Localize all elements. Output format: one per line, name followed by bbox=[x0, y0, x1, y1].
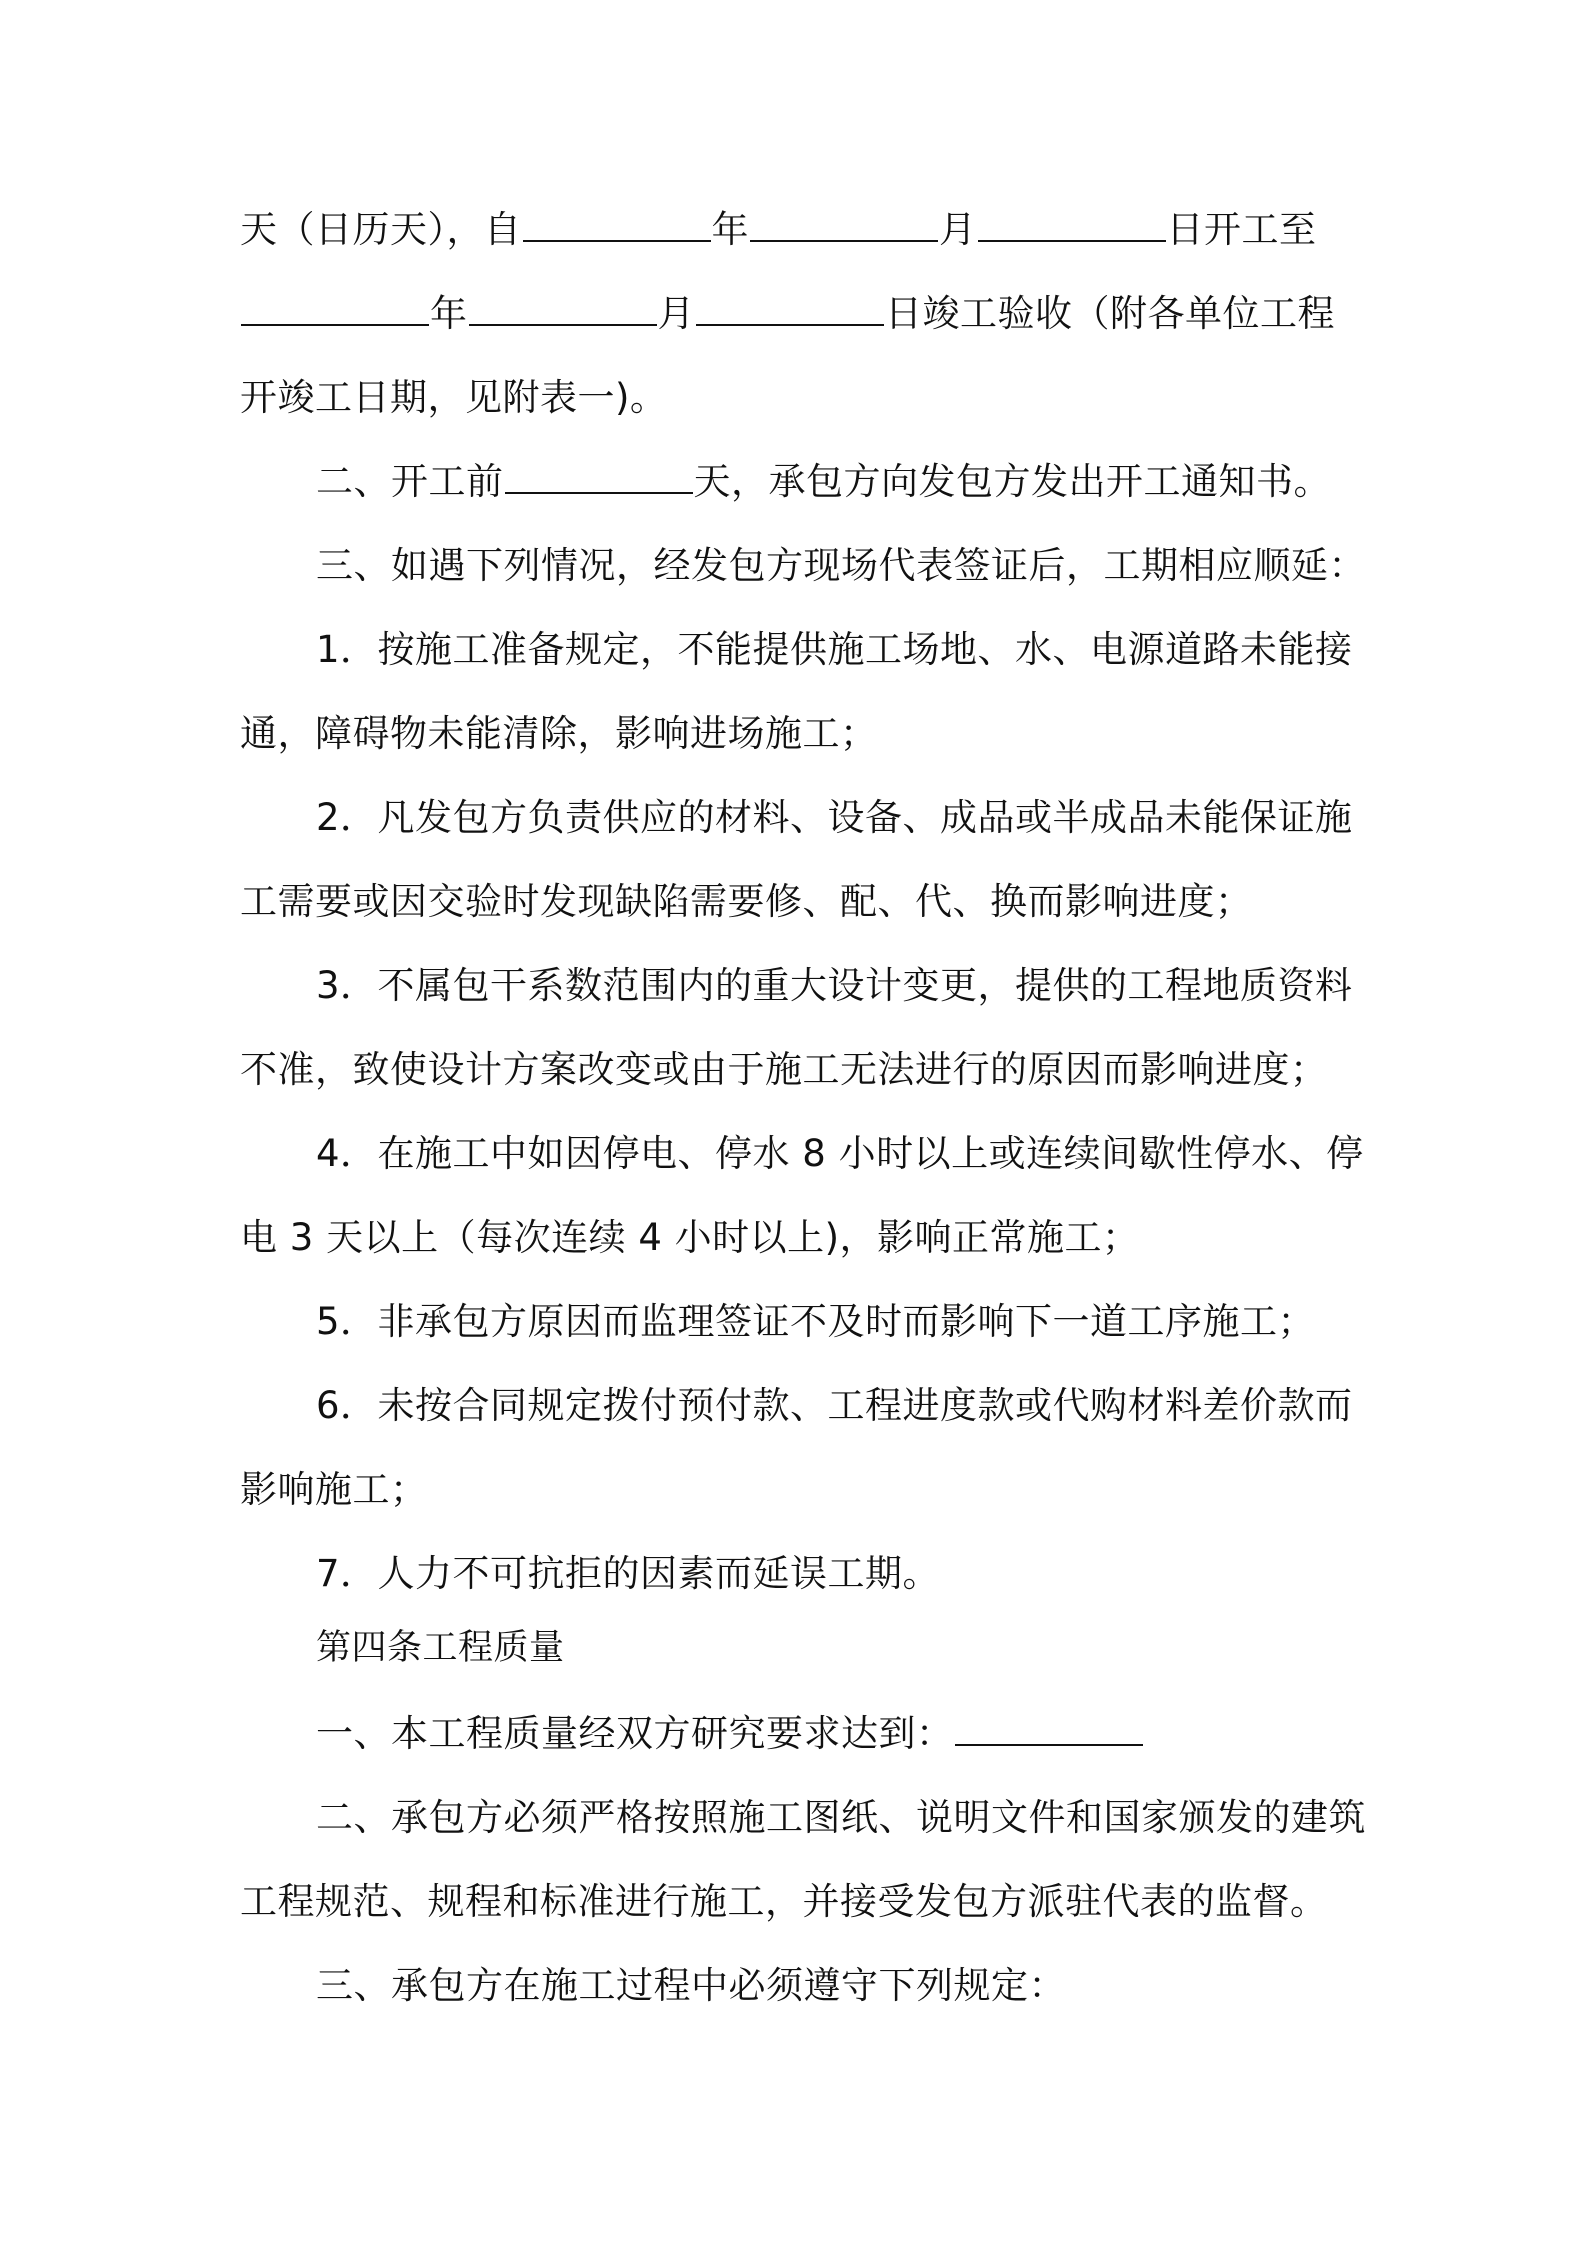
fill-blank bbox=[523, 210, 711, 242]
text-segment: 天，承包方向发包方发出开工通知书。 bbox=[693, 460, 1331, 503]
paragraph-line: 二、承包方必须严格按照施工图纸、说明文件和国家颁发的建筑 bbox=[316, 1796, 1366, 1839]
fill-blank bbox=[750, 210, 938, 242]
paragraph-line bbox=[240, 356, 1360, 440]
text-segment: 二、开工前 bbox=[316, 460, 504, 503]
list-item-line: 6．未按合同规定拨付预付款、工程进度款或代购材料差价款而 bbox=[316, 1384, 1353, 1427]
list-item-line: 7．人力不可抗拒的因素而延误工期。 bbox=[316, 1552, 941, 1595]
fill-blank bbox=[955, 1714, 1143, 1746]
text-segment: 天（日历天），自 bbox=[240, 208, 522, 251]
paragraph-line bbox=[240, 272, 1360, 356]
paragraph-line: 工程规范、规程和标准进行施工，并接受发包方派驻代表的监督。 bbox=[240, 1880, 1328, 1923]
fill-blank bbox=[505, 462, 693, 494]
section-heading: 第四条工程质量 bbox=[316, 1628, 565, 1668]
list-item-line: 4．在施工中如因停电、停水 8 小时以上或连续间歇性停水、停 bbox=[316, 1132, 1364, 1175]
text-segment: 日竣工验收（附各单位工程 bbox=[885, 292, 1335, 335]
list-item-line: 工需要或因交验时发现缺陷需要修、配、代、换而影响进度； bbox=[240, 880, 1253, 923]
list-item-line: 2．凡发包方负责供应的材料、设备、成品或半成品未能保证施 bbox=[316, 796, 1353, 839]
text-segment: 年 bbox=[430, 292, 468, 335]
paragraph-line bbox=[240, 440, 1360, 524]
paragraph-line bbox=[240, 188, 1360, 272]
list-item-line: 电 3 天以上（每次连续 4 小时以上)，影响正常施工； bbox=[240, 1216, 1140, 1259]
list-item-line: 1．按施工准备规定，不能提供施工场地、水、电源道路未能接 bbox=[316, 628, 1353, 671]
fill-blank bbox=[696, 294, 884, 326]
list-item-line: 5．非承包方原因而监理签证不及时而影响下一道工序施工； bbox=[316, 1300, 1316, 1343]
list-item-line: 3．不属包干系数范围内的重大设计变更，提供的工程地质资料 bbox=[316, 964, 1353, 1007]
text-segment: 月 bbox=[939, 208, 977, 251]
list-item-line: 通，障碍物未能清除，影响进场施工； bbox=[240, 712, 878, 755]
fill-blank bbox=[978, 210, 1166, 242]
fill-blank bbox=[469, 294, 657, 326]
paragraph-line: 三、如遇下列情况，经发包方现场代表签证后，工期相应顺延： bbox=[316, 544, 1366, 587]
fill-blank bbox=[241, 294, 429, 326]
text-segment: 一、本工程质量经双方研究要求达到： bbox=[316, 1712, 954, 1755]
paragraph-line bbox=[240, 1692, 1360, 1776]
text-segment: 日开工至 bbox=[1166, 208, 1317, 251]
text-segment: 月 bbox=[657, 292, 695, 335]
paragraph-line: 三、承包方在施工过程中必须遵守下列规定： bbox=[316, 1964, 1066, 2007]
text-segment: 开竣工日期，见附表一)。 bbox=[240, 376, 668, 419]
list-item-line: 影响施工； bbox=[240, 1468, 428, 1511]
text-segment: 年 bbox=[711, 208, 749, 251]
list-item-line: 不准，致使设计方案改变或由于施工无法进行的原因而影响进度； bbox=[240, 1048, 1328, 1091]
